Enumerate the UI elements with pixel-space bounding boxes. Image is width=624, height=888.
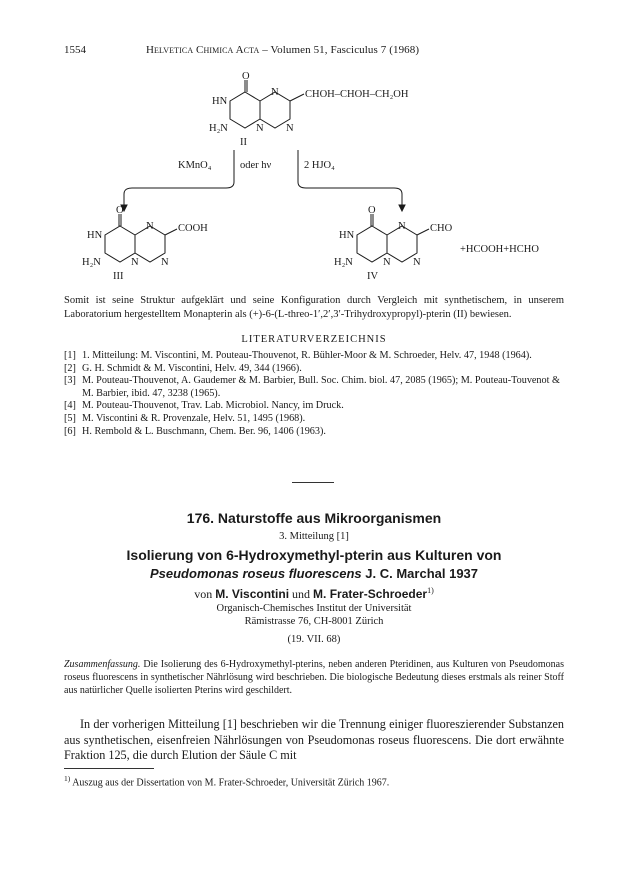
summary-label: Zusammenfassung.	[64, 659, 141, 670]
intro-paragraph: Somit ist seine Struktur aufgeklärt und seine Konfiguration durch Vergleich mit synthetischem, in unserem Laboratorium hergestelltem Monapterin als (+)-6-(L-threo-1′,2′,3′-Trihydroxypropyl)-pterin (II) bewiesen.	[64, 295, 564, 320]
sidechain-label: CHOH–CHOH–CH₂OH	[305, 89, 409, 100]
footnote-text: Auszug aus der Dissertation von M. Frater-Schroeder, Universität Zürich 1967.	[72, 777, 390, 789]
reagent-label: 2 HJO₄	[304, 160, 335, 171]
section-divider	[292, 482, 334, 483]
substituent-label: CHO	[430, 223, 453, 234]
pterin-ring-left	[105, 214, 177, 262]
compound-label-III: III	[113, 271, 124, 282]
affiliation-line1: Organisch-Chemisches Institut der Universität	[216, 603, 412, 614]
reference-number: [4]	[64, 400, 76, 412]
atom-label: O	[368, 205, 376, 216]
reference-number: [1]	[64, 350, 76, 361]
byline-prefix: von	[194, 587, 216, 601]
reference-item	[64, 363, 564, 376]
reference-item	[64, 413, 564, 426]
reagent-alt-label: oder hν	[240, 160, 272, 171]
reference-number: [6]	[64, 425, 76, 437]
summary-paragraph	[64, 658, 564, 697]
atom-label: H₂N	[209, 123, 228, 134]
atom-label: N	[383, 257, 391, 268]
pterin-ring-top	[230, 80, 304, 128]
compound-label-II: II	[240, 137, 247, 148]
references-heading: LITERATURVERZEICHNIS	[241, 334, 387, 345]
reference-text: M. Viscontini & R. Provenzale, Helv. 51, 1495 (1968).	[82, 412, 306, 424]
atom-label: H₂N	[82, 257, 101, 268]
compound-label-IV: IV	[367, 271, 379, 282]
atom-label: HN	[87, 230, 103, 241]
reaction-scheme	[60, 68, 564, 288]
reference-text: M. Pouteau-Thouvenot, Trav. Lab. Microbiol. Nancy, im Druck.	[82, 400, 344, 412]
footnote-number: 1)	[64, 774, 71, 783]
reference-item	[64, 375, 564, 400]
references-list	[64, 350, 564, 438]
atom-label: HN	[339, 230, 355, 241]
footnote-mark: 1)	[427, 586, 434, 595]
atom-label: H₂N	[334, 257, 353, 268]
reference-number: [2]	[64, 362, 76, 374]
atom-label: N	[286, 123, 294, 134]
title-line2-rest: J. C. Marchal 1937	[361, 566, 479, 581]
atom-label: O	[116, 205, 124, 216]
atom-label: N	[271, 87, 279, 98]
page-number: 1554	[64, 44, 86, 56]
substituent-label: COOH	[178, 223, 208, 234]
reference-item	[64, 400, 564, 413]
footnote	[64, 774, 564, 788]
reference-number: [3]	[64, 375, 76, 387]
atom-label: N	[256, 123, 264, 134]
author-1: M. Viscontini	[215, 587, 290, 601]
reagent-label: KMnO₄	[178, 160, 212, 171]
byproducts-label: +HCOOH+HCHO	[460, 244, 539, 255]
atom-label: N	[146, 221, 154, 232]
article-title-line1: Isolierung von 6-Hydroxymethyl-pterin aus Kulturen von	[126, 547, 502, 563]
atom-label: N	[413, 257, 421, 268]
reference-item	[64, 350, 564, 363]
organism-name: Pseudomonas roseus fluorescens	[149, 566, 362, 581]
reference-item	[64, 426, 564, 439]
journal-issue: – Volumen 51, Fasciculus 7 (1968)	[262, 44, 420, 56]
article-series: 3. Mitteilung [1]	[279, 531, 349, 542]
affiliation-line2: Rämistrasse 76, CH-8001 Zürich	[244, 616, 384, 627]
received-date: (19. VII. 68)	[287, 634, 341, 645]
atom-label: O	[242, 71, 250, 82]
reference-text: 1. Mitteilung: M. Viscontini, M. Pouteau-Thouvenot, R. Bühler-Moor & M. Schroeder, Helv. 47, 1948 (1964).	[82, 350, 532, 361]
byline-und: und	[289, 587, 314, 601]
atom-label: HN	[212, 96, 228, 107]
pterin-ring-right	[357, 214, 429, 262]
atom-label: N	[398, 221, 406, 232]
footnote-rule	[64, 768, 154, 769]
summary-text: Die Isolierung des 6-Hydroxymethyl-pterins, neben anderen Pteridinen, aus Kulturen von Pseudomonas roseus fluorescens in synthetischer Nährlösung wird beschrieben. Die biologische Bedeutung dieses erstmals als reiner Stoff aus natürlicher Quelle isolierten Pterins wird geschildert.	[64, 659, 564, 696]
reference-text: G. H. Schmidt & M. Viscontini, Helv. 49, 344 (1966).	[82, 362, 302, 374]
article-number-title: 176. Naturstoffe aus Mikroorganismen	[186, 510, 442, 526]
reference-text: M. Pouteau-Thouvenot, A. Gaudemer & M. Barbier, Bull. Soc. Chim. biol. 47, 2085 (1965); M. Pouteau-Touvenot & M. Barbier, ibid. 47, 3238 (1965).	[82, 375, 560, 399]
atom-label: N	[131, 257, 139, 268]
article-title-line2	[64, 566, 564, 581]
atom-label: N	[161, 257, 169, 268]
byline	[64, 586, 564, 602]
reference-number: [5]	[64, 412, 76, 424]
author-2: M. Frater-Schroeder	[313, 587, 428, 601]
journal-name: Helvetica Chimica Acta	[146, 44, 260, 56]
journal-running-title	[146, 44, 419, 56]
reference-text: H. Rembold & L. Buschmann, Chem. Ber. 96, 1406 (1963).	[82, 425, 326, 437]
main-paragraph: In der vorherigen Mitteilung [1] beschrieben wir die Trennung einiger fluoreszierender Substanzen aus synthetischen, eisenfreien Nährlösungen von Pseudomonas roseus fluorescens. Die dort erwähnte Fraktion 125, die durch Elution der Säule C mit	[64, 717, 564, 762]
